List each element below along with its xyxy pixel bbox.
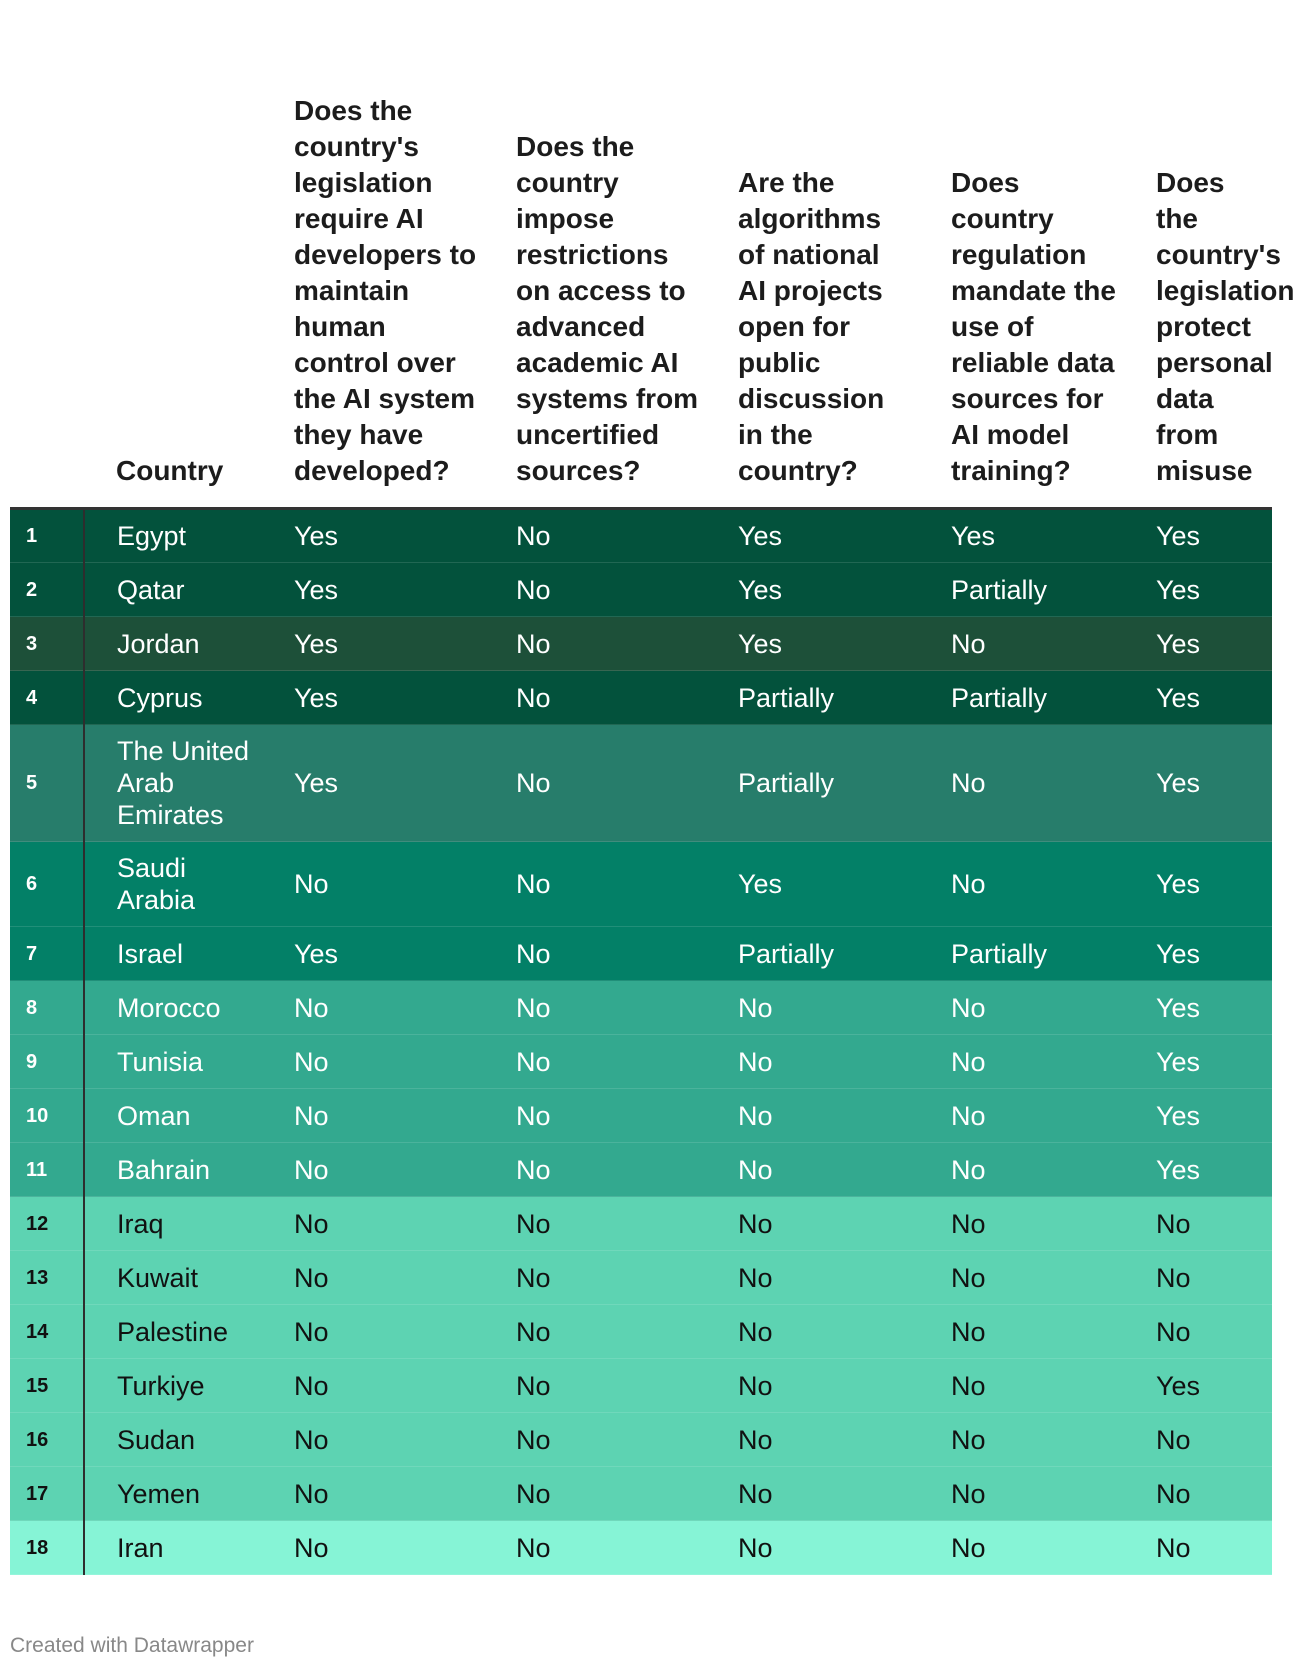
rank-cell: 2 <box>10 563 84 617</box>
human-control-cell: Yes <box>262 563 484 617</box>
open-algorithms-cell: Yes <box>706 509 919 563</box>
human-control-cell: No <box>262 1089 484 1143</box>
table-row <box>10 1305 1272 1359</box>
access-restrictions-cell: No <box>484 1413 706 1467</box>
access-restrictions-cell: No <box>484 563 706 617</box>
table-row <box>10 1413 1272 1467</box>
personal-data-cell: Yes <box>1124 617 1272 671</box>
access-restrictions-cell: No <box>484 1035 706 1089</box>
rank-cell: 13 <box>10 1251 84 1305</box>
table-row <box>10 509 1272 563</box>
rank-cell: 8 <box>10 981 84 1035</box>
rank-cell: 4 <box>10 671 84 725</box>
reliable-data-cell: No <box>919 842 1124 927</box>
open-algorithms-cell: No <box>706 1467 919 1521</box>
table-row <box>10 1089 1272 1143</box>
header-human-control[interactable]: Does the country's legislation require AI developers to maintain human control over the AI system they have developed? <box>262 0 484 509</box>
personal-data-cell: No <box>1124 1467 1272 1521</box>
human-control-cell: No <box>262 1143 484 1197</box>
table-row <box>10 725 1272 842</box>
table-body <box>10 509 1272 1575</box>
access-restrictions-cell: No <box>484 1251 706 1305</box>
access-restrictions-cell: No <box>484 509 706 563</box>
open-algorithms-cell: No <box>706 1413 919 1467</box>
open-algorithms-cell: No <box>706 1359 919 1413</box>
reliable-data-cell: Partially <box>919 563 1124 617</box>
access-restrictions-cell: No <box>484 1089 706 1143</box>
personal-data-cell: Yes <box>1124 671 1272 725</box>
country-cell: Iran <box>84 1521 262 1575</box>
reliable-data-cell: No <box>919 1467 1124 1521</box>
open-algorithms-cell: No <box>706 1197 919 1251</box>
open-algorithms-cell: No <box>706 1089 919 1143</box>
personal-data-cell: Yes <box>1124 1143 1272 1197</box>
personal-data-cell: Yes <box>1124 842 1272 927</box>
country-cell: Kuwait <box>84 1251 262 1305</box>
human-control-cell: No <box>262 1521 484 1575</box>
country-cell: Cyprus <box>84 671 262 725</box>
country-cell: Oman <box>84 1089 262 1143</box>
access-restrictions-cell: No <box>484 927 706 981</box>
table-row <box>10 981 1272 1035</box>
table-row <box>10 1035 1272 1089</box>
open-algorithms-cell: Partially <box>706 927 919 981</box>
access-restrictions-cell: No <box>484 1197 706 1251</box>
reliable-data-cell: No <box>919 1143 1124 1197</box>
country-cell: Israel <box>84 927 262 981</box>
country-cell: Iraq <box>84 1197 262 1251</box>
personal-data-cell: Yes <box>1124 927 1272 981</box>
table-row <box>10 671 1272 725</box>
rank-cell: 6 <box>10 842 84 927</box>
country-cell: Bahrain <box>84 1143 262 1197</box>
personal-data-cell: Yes <box>1124 725 1272 842</box>
country-cell: Turkiye <box>84 1359 262 1413</box>
open-algorithms-cell: No <box>706 1143 919 1197</box>
human-control-cell: No <box>262 1197 484 1251</box>
access-restrictions-cell: No <box>484 617 706 671</box>
reliable-data-cell: No <box>919 1197 1124 1251</box>
personal-data-cell: Yes <box>1124 1035 1272 1089</box>
table-row <box>10 1251 1272 1305</box>
reliable-data-cell: No <box>919 1521 1124 1575</box>
access-restrictions-cell: No <box>484 671 706 725</box>
rank-cell: 7 <box>10 927 84 981</box>
table-wrapper <box>10 0 1294 1575</box>
human-control-cell: Yes <box>262 927 484 981</box>
human-control-cell: No <box>262 1035 484 1089</box>
open-algorithms-cell: No <box>706 1035 919 1089</box>
table-row <box>10 842 1272 927</box>
human-control-cell: No <box>262 1251 484 1305</box>
rank-cell: 1 <box>10 509 84 563</box>
country-cell: Jordan <box>84 617 262 671</box>
access-restrictions-cell: No <box>484 725 706 842</box>
reliable-data-cell: No <box>919 1413 1124 1467</box>
human-control-cell: No <box>262 1413 484 1467</box>
rank-cell: 14 <box>10 1305 84 1359</box>
table-row <box>10 1143 1272 1197</box>
access-restrictions-cell: No <box>484 1143 706 1197</box>
personal-data-cell: Yes <box>1124 1089 1272 1143</box>
country-cell: Egypt <box>84 509 262 563</box>
header-country[interactable]: Country <box>84 0 262 509</box>
personal-data-cell: No <box>1124 1413 1272 1467</box>
country-cell: Tunisia <box>84 1035 262 1089</box>
table-row <box>10 1359 1272 1413</box>
personal-data-cell: No <box>1124 1521 1272 1575</box>
ai-regulation-table <box>10 0 1294 1575</box>
table-row <box>10 1521 1272 1575</box>
open-algorithms-cell: No <box>706 1521 919 1575</box>
open-algorithms-cell: No <box>706 1305 919 1359</box>
open-algorithms-cell: No <box>706 981 919 1035</box>
access-restrictions-cell: No <box>484 1359 706 1413</box>
personal-data-cell: Yes <box>1124 1359 1272 1413</box>
table-row <box>10 1197 1272 1251</box>
human-control-cell: No <box>262 842 484 927</box>
header-open-algorithms[interactable]: Are the algorithms of national AI projects open for public discussion in the country? <box>706 0 919 509</box>
human-control-cell: No <box>262 1305 484 1359</box>
reliable-data-cell: Partially <box>919 927 1124 981</box>
personal-data-cell: No <box>1124 1251 1272 1305</box>
human-control-cell: Yes <box>262 671 484 725</box>
rank-cell: 16 <box>10 1413 84 1467</box>
access-restrictions-cell: No <box>484 842 706 927</box>
human-control-cell: Yes <box>262 617 484 671</box>
header-row <box>10 0 1272 509</box>
header-reliable-data[interactable]: Does country regulation mandate the use of reliable data sources for AI model training? <box>919 0 1124 509</box>
header-personal-data[interactable]: Does the country's legislation protect personal data from misuse <box>1124 0 1272 509</box>
rank-cell: 15 <box>10 1359 84 1413</box>
country-cell: Yemen <box>84 1467 262 1521</box>
reliable-data-cell: No <box>919 1251 1124 1305</box>
country-cell: Sudan <box>84 1413 262 1467</box>
reliable-data-cell: No <box>919 1359 1124 1413</box>
rank-cell: 5 <box>10 725 84 842</box>
access-restrictions-cell: No <box>484 1521 706 1575</box>
access-restrictions-cell: No <box>484 981 706 1035</box>
human-control-cell: No <box>262 1359 484 1413</box>
country-cell: Qatar <box>84 563 262 617</box>
reliable-data-cell: Yes <box>919 509 1124 563</box>
country-cell: Palestine <box>84 1305 262 1359</box>
reliable-data-cell: No <box>919 1035 1124 1089</box>
personal-data-cell: Yes <box>1124 509 1272 563</box>
open-algorithms-cell: No <box>706 1251 919 1305</box>
access-restrictions-cell: No <box>484 1467 706 1521</box>
rank-cell: 11 <box>10 1143 84 1197</box>
header-rank[interactable] <box>10 0 84 509</box>
table-row <box>10 617 1272 671</box>
table-row <box>10 927 1272 981</box>
reliable-data-cell: No <box>919 981 1124 1035</box>
footer-credit: Created with Datawrapper <box>10 1634 254 1657</box>
table-row <box>10 1467 1272 1521</box>
country-cell: The United Arab Emirates <box>84 725 262 842</box>
rank-cell: 9 <box>10 1035 84 1089</box>
open-algorithms-cell: Yes <box>706 563 919 617</box>
open-algorithms-cell: Partially <box>706 725 919 842</box>
human-control-cell: No <box>262 1467 484 1521</box>
rank-cell: 10 <box>10 1089 84 1143</box>
personal-data-cell: No <box>1124 1197 1272 1251</box>
rank-cell: 17 <box>10 1467 84 1521</box>
open-algorithms-cell: Yes <box>706 617 919 671</box>
rank-cell: 12 <box>10 1197 84 1251</box>
rank-cell: 3 <box>10 617 84 671</box>
reliable-data-cell: Partially <box>919 671 1124 725</box>
country-cell: Saudi Arabia <box>84 842 262 927</box>
access-restrictions-cell: No <box>484 1305 706 1359</box>
reliable-data-cell: No <box>919 1305 1124 1359</box>
open-algorithms-cell: Partially <box>706 671 919 725</box>
reliable-data-cell: No <box>919 725 1124 842</box>
reliable-data-cell: No <box>919 1089 1124 1143</box>
personal-data-cell: Yes <box>1124 563 1272 617</box>
header-access-restrictions[interactable]: Does the country impose restrictions on access to advanced academic AI systems from uncertified sources? <box>484 0 706 509</box>
human-control-cell: Yes <box>262 509 484 563</box>
table-row <box>10 563 1272 617</box>
personal-data-cell: Yes <box>1124 981 1272 1035</box>
personal-data-cell: No <box>1124 1305 1272 1359</box>
open-algorithms-cell: Yes <box>706 842 919 927</box>
human-control-cell: Yes <box>262 725 484 842</box>
human-control-cell: No <box>262 981 484 1035</box>
rank-cell: 18 <box>10 1521 84 1575</box>
country-cell: Morocco <box>84 981 262 1035</box>
reliable-data-cell: No <box>919 617 1124 671</box>
